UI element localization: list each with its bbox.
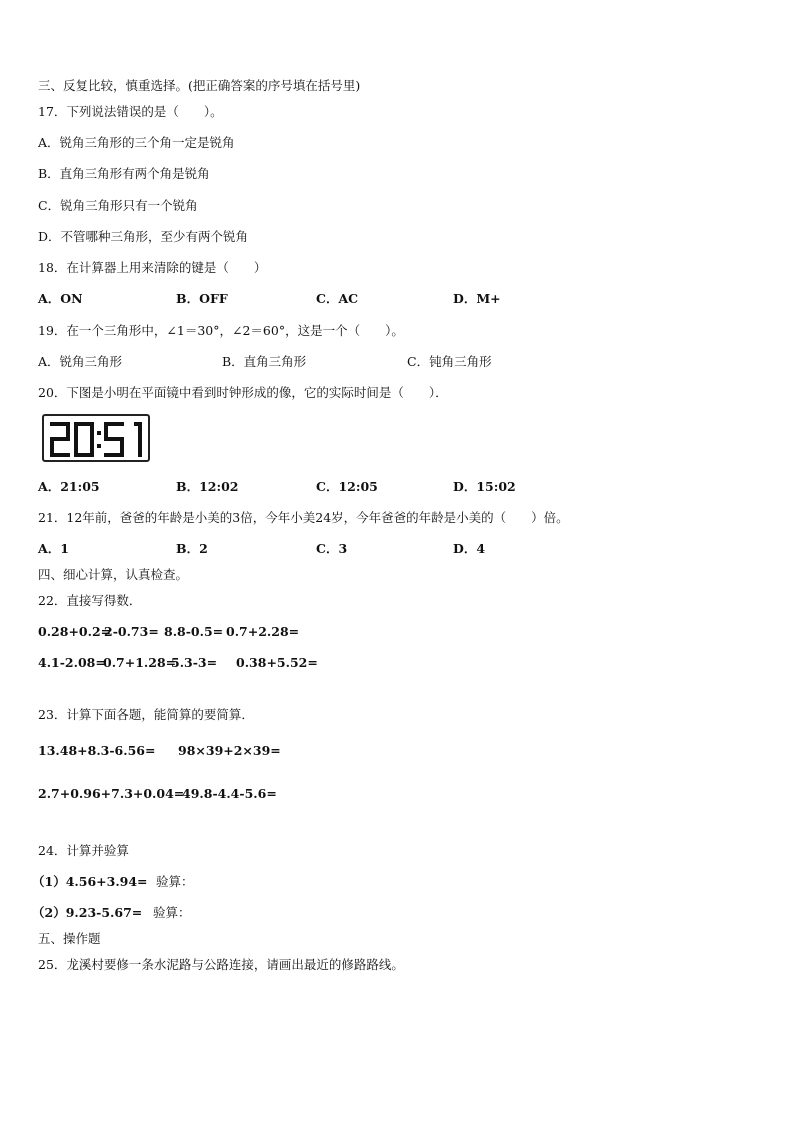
q21-option-b: B．2 bbox=[176, 541, 208, 556]
q22-item: 0.38+5.52= bbox=[236, 655, 318, 670]
q24-part-1: （1）4.56+3.94= bbox=[32, 874, 148, 889]
q21-stem: 21．12年前，爸爸的年龄是小美的3倍，今年小美24岁，今年爸爸的年龄是小美的（ ）倍。 bbox=[38, 510, 569, 525]
q25-stem: 25．龙溪村要修一条水泥路与公路连接，请画出最近的修路路线。 bbox=[38, 957, 404, 972]
q24-stem: 24．计算并验算 bbox=[38, 843, 129, 858]
q18-option-d: D．M+ bbox=[453, 291, 501, 306]
q18-option-c: C．AC bbox=[316, 291, 359, 306]
clock-digits bbox=[48, 420, 148, 460]
q17-option-c: C．锐角三角形只有一个锐角 bbox=[38, 198, 198, 213]
q24-check-label-2: 验算： bbox=[153, 905, 191, 920]
q18-option-b: B．OFF bbox=[176, 291, 228, 306]
q17-option-d: D．不管哪种三角形，至少有两个锐角 bbox=[38, 229, 249, 244]
q23-item: 13.48+8.3-6.56= bbox=[38, 743, 156, 758]
q22-item: 5.3-3= bbox=[171, 655, 218, 670]
q20-option-b: B．12:02 bbox=[176, 479, 239, 494]
q23-item: 2.7+0.96+7.3+0.04= bbox=[38, 786, 185, 801]
q19-stem: 19．在一个三角形中，∠1＝30°，∠2＝60°，这是一个（ ）。 bbox=[38, 323, 404, 338]
q18-stem: 18．在计算器上用来清除的键是（ ） bbox=[38, 260, 267, 275]
q22-item: 8.8-0.5= bbox=[164, 624, 224, 639]
q20-option-d: D．15:02 bbox=[453, 479, 516, 494]
q17-option-b: B．直角三角形有两个角是锐角 bbox=[38, 166, 210, 181]
q22-stem: 22．直接写得数． bbox=[38, 593, 142, 608]
q17-option-a: A．锐角三角形的三个角一定是锐角 bbox=[38, 135, 235, 150]
q17-stem: 17．下列说法错误的是（ ）。 bbox=[38, 104, 223, 119]
q19-option-b: B．直角三角形 bbox=[222, 354, 307, 369]
q21-option-d: D．4 bbox=[453, 541, 486, 556]
q21-option-c: C．3 bbox=[316, 541, 348, 556]
section-4-heading: 四、细心计算，认真检查。 bbox=[38, 567, 189, 582]
q23-item: 98×39+2×39= bbox=[178, 743, 281, 758]
q20-stem: 20．下图是小明在平面镜中看到时钟形成的像，它的实际时间是（ ）． bbox=[38, 385, 448, 400]
q23-item: 49.8-4.4-5.6= bbox=[182, 786, 277, 801]
q18-option-a: A．ON bbox=[38, 291, 83, 306]
q24-part-2: （2）9.23-5.67= bbox=[32, 905, 143, 920]
q22-item: 2-0.73= bbox=[104, 624, 159, 639]
q19-option-a: A．锐角三角形 bbox=[38, 354, 123, 369]
q24-check-label-1: 验算： bbox=[156, 874, 194, 889]
q22-item: 4.1-2.08= bbox=[38, 655, 106, 670]
q21-option-a: A．1 bbox=[38, 541, 69, 556]
q20-option-a: A．21:05 bbox=[38, 479, 100, 494]
section-3-heading: 三、反复比较，慎重选择。(把正确答案的序号填在括号里) bbox=[38, 78, 361, 93]
section-5-heading: 五、操作题 bbox=[38, 931, 101, 946]
q22-item: 0.28+0.2= bbox=[38, 624, 112, 639]
q19-option-c: C．钝角三角形 bbox=[407, 354, 492, 369]
q22-item: 0.7+2.28= bbox=[226, 624, 300, 639]
digital-clock-image bbox=[42, 414, 150, 462]
q20-option-c: C．12:05 bbox=[316, 479, 378, 494]
q23-stem: 23．计算下面各题，能简算的要简算． bbox=[38, 707, 254, 722]
q22-item: 0.7+1.28= bbox=[103, 655, 177, 670]
